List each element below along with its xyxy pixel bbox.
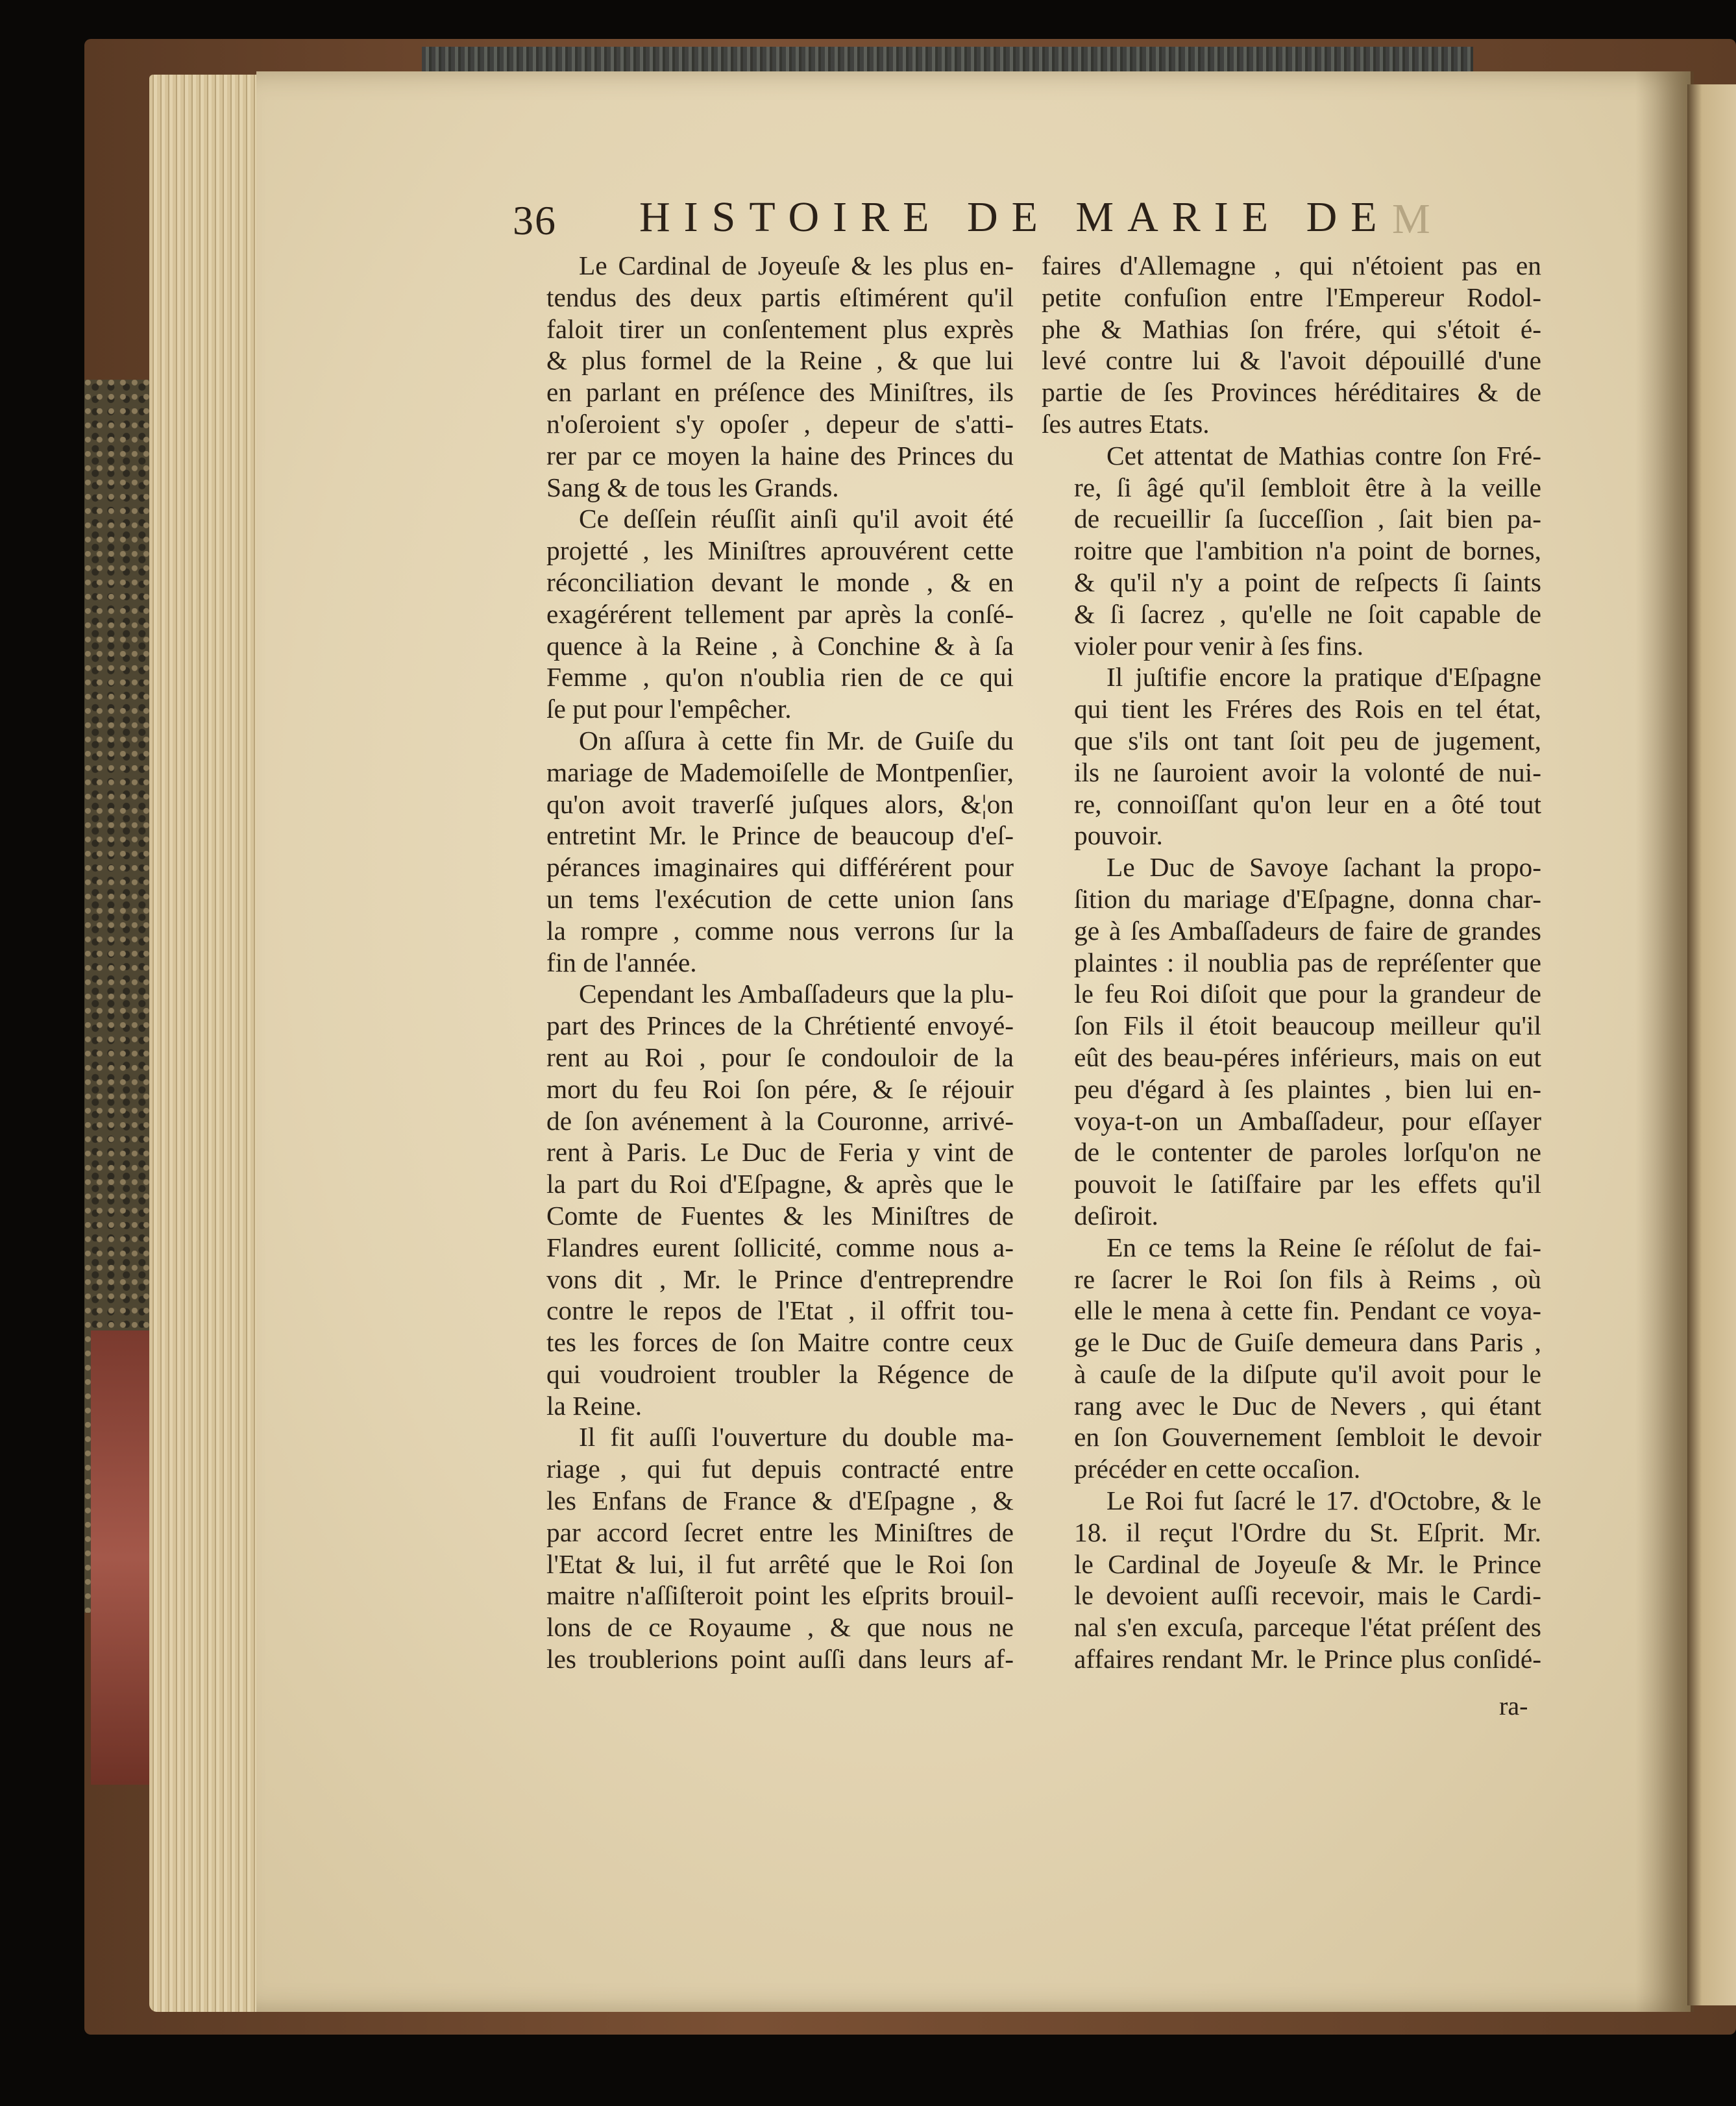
text-line: n'oſeroient s'y opoſer , depeur de s'atti- (546, 408, 1014, 439)
text-line: Le Roi fut ſacré le 17. d'Octobre, & le (1106, 1486, 1541, 1516)
text-line: re, ſi âgé qu'il ſembloit être à la veille (1074, 472, 1541, 502)
text-line: deſiroit. (1074, 1200, 1158, 1231)
text-line: qui voudroient troubler la Régence de (546, 1358, 1014, 1389)
text-line: Comte de Fuentes & les Miniſtres de (546, 1200, 1014, 1231)
text-line: Flandres eurent ſollicité, comme nous a- (546, 1232, 1014, 1262)
paragraph (1042, 851, 1541, 1232)
text-line: pérances imaginaires qui différérent pour (546, 852, 1014, 883)
text-line: pouvoir. (1074, 820, 1163, 851)
text-line: qu'on avoit traverſé juſques alors, &¦on (546, 789, 1014, 819)
text-line: & ſi ſacrez , qu'elle ne ſoit capable de (1074, 598, 1541, 629)
text-line: re, connoiſſant qu'on leur en a ôté tout (1074, 789, 1541, 819)
text-line: pouvoit le ſatiſfaire par les effets qu'il (1074, 1169, 1541, 1199)
text-line: que s'ils ont tant ſoit peu de jugement, (1074, 725, 1541, 755)
text-line: affaires rendant Mr. le Prince plus conſidé- (1074, 1644, 1541, 1674)
text-line: ils ne ſauroient avoir la volonté de nui- (1074, 757, 1541, 787)
text-line: en ſon Gouvernement ſembloit le devoir (1074, 1422, 1541, 1452)
text-line: elle le mena à cette fin. Pendant ce voya- (1074, 1295, 1541, 1326)
text-line: maitre n'aſſiſteroit point les eſprits brouil- (546, 1580, 1014, 1611)
text-line: ſe put pour l'empêcher. (546, 694, 792, 724)
text-line: un tems l'exécution de cette union ſans (546, 883, 1014, 914)
paragraph (514, 503, 1014, 725)
text-line: part des Princes de la Chrétienté envoyé- (546, 1010, 1014, 1041)
text-line: entretint Mr. le Prince de beaucoup d'eſ- (546, 820, 1014, 851)
text-line: quence à la Reine , à Conchine & à ſa (546, 630, 1014, 661)
text-line: riage , qui fut depuis contracté entre (546, 1454, 1014, 1484)
text-line: partie de ſes Provinces héréditaires & de (1042, 377, 1541, 408)
text-line: à cauſe de la diſpute qu'il avoit pour le (1074, 1358, 1541, 1389)
text-line: contre le repos de l'Etat , il offrit tou- (546, 1295, 1014, 1326)
text-line: tendus des deux partis eſtimérent qu'il (546, 282, 1014, 312)
text-line: projetté , les Miniſtres aprouvérent cette (546, 535, 1014, 566)
text-line: Femme , qu'on n'oublia rien de ce qui (546, 662, 1014, 692)
text-line: réconciliation devant le monde , & en (546, 567, 1014, 597)
text-line: Cependant les Ambaſſadeurs que la plu- (579, 979, 1014, 1009)
text-line: levé contre lui & l'avoit dépouillé d'une (1042, 345, 1541, 376)
text-line: faloit tirer un conſentement plus exprès (546, 313, 1014, 344)
paragraph (1042, 1232, 1541, 1485)
text-line: plaintes : il noublia pas de repréſenter que (1074, 947, 1541, 977)
text-line: tes les forces de ſon Maitre contre ceux (546, 1327, 1014, 1358)
page-gutter-shadow (1635, 71, 1694, 2012)
text-line: phe & Mathias ſon frére, qui s'étoit é- (1042, 313, 1541, 344)
paragraph (514, 250, 1014, 503)
paragraph (514, 725, 1014, 978)
text-line: lons de ce Royaume , & que nous ne (546, 1612, 1014, 1643)
running-title: HISTOIRE DE MARIE DE (639, 193, 1391, 241)
text-line: Cet attentat de Mathias contre ſon Fré- (1106, 440, 1541, 471)
text-line: petite confuſion entre l'Empereur Rodol- (1042, 282, 1541, 312)
text-line: rent à Paris. Le Duc de Feria y vint de (546, 1137, 1014, 1168)
text-column-right (1042, 250, 1541, 1675)
text-line: la Reine. (546, 1390, 642, 1421)
text-line: Ce deſſein réuſſit ainſi qu'il avoit été (579, 504, 1014, 534)
facing-page-edge (1687, 84, 1736, 2005)
text-line: re ſacrer le Roi ſon fils à Reims , où (1074, 1264, 1541, 1294)
text-line: En ce tems la Reine ſe réſolut de fai- (1106, 1232, 1541, 1262)
text-line: peu d'égard à ſes plaintes , bien lui en- (1074, 1073, 1541, 1104)
text-line: & qu'il n'y a point de reſpects ſi ſaints (1074, 567, 1541, 597)
text-line: rent au Roi , pour ſe condouloir de la (546, 1042, 1014, 1072)
text-line: ge à ſes Ambaſſadeurs de faire de grandes (1074, 915, 1541, 946)
text-line: Il fit auſſi l'ouverture du double ma- (579, 1422, 1014, 1452)
paragraph (1042, 440, 1541, 662)
page-edges (149, 75, 263, 2012)
text-line: la part du Roi d'Eſpagne, & après que le (546, 1169, 1014, 1199)
text-line: les troublerions point auſſi dans leurs af- (546, 1644, 1014, 1674)
text-line: violer pour venir à ſes fins. (1074, 630, 1363, 661)
paragraph (1042, 250, 1541, 440)
text-line: vons dit , Mr. le Prince d'entreprendre (546, 1264, 1014, 1294)
text-line: faires d'Allemagne , qui n'étoient pas en (1042, 251, 1541, 280)
text-line: nal s'en excuſa, parceque l'état préſent des (1074, 1612, 1541, 1643)
running-title-faded-letter: M (1392, 195, 1430, 243)
text-line: mort du feu Roi ſon pére, & ſe réjouir (546, 1073, 1014, 1104)
page-number: 36 (513, 197, 557, 243)
text-line: le devoient auſſi recevoir, mais le Cardi- (1074, 1580, 1541, 1611)
text-column-left (514, 250, 1014, 1675)
text-line: le feu Roi diſoit que pour la grandeur de (1074, 979, 1541, 1009)
text-line: voya-t-on un Ambaſſadeur, pour eſſayer (1074, 1105, 1541, 1136)
text-line: de recueillir ſa ſucceſſion , ſait bien pa- (1074, 504, 1541, 534)
text-line: précéder en cette occaſion. (1074, 1454, 1361, 1484)
paragraph (514, 1421, 1014, 1674)
text-line: par accord ſecret entre les Miniſtres de (546, 1517, 1014, 1547)
text-line: ge le Duc de Guiſe demeura dans Paris , (1074, 1327, 1541, 1358)
text-line: l'Etat & lui, il fut arrêté que le Roi ſon (546, 1549, 1014, 1579)
text-line: On aſſura à cette fin Mr. de Guiſe du (579, 725, 1014, 755)
text-line: en parlant en préſence des Miniſtres, ils (546, 377, 1014, 408)
text-line: Il juſtifie encore la pratique d'Eſpagne (1106, 662, 1541, 692)
text-line: mariage de Mademoiſelle de Montpenſier, (546, 757, 1014, 787)
text-line: roitre que l'ambition n'a point de bornes, (1074, 535, 1541, 566)
text-line: Le Duc de Savoye ſachant la propo- (1106, 852, 1541, 883)
text-line: ſes autres Etats. (1042, 408, 1210, 439)
paragraph (514, 978, 1014, 1421)
text-line: ſon Fils il étoit beaucoup meilleur qu'il (1074, 1010, 1541, 1041)
text-line: ſition du mariage d'Eſpagne, donna char- (1074, 883, 1541, 914)
catchword: ra- (1499, 1691, 1528, 1720)
text-line: rang avec le Duc de Nevers , qui étant (1074, 1390, 1541, 1421)
text-line: exagérérent tellement par après la conſé- (546, 598, 1014, 629)
text-line: rer par ce moyen la haine des Princes du (546, 440, 1014, 471)
text-line: Sang & de tous les Grands. (546, 472, 839, 502)
text-line: 18. il reçut l'Ordre du St. Eſprit. Mr. (1074, 1517, 1541, 1547)
text-line: le Cardinal de Joyeuſe & Mr. le Prince (1074, 1549, 1541, 1579)
text-line: eût des beau-péres inférieurs, mais on eut (1074, 1042, 1541, 1072)
headband (422, 47, 1473, 74)
text-line: de ſon avénement à la Couronne, arrivé- (546, 1105, 1014, 1136)
text-line: de le contenter de paroles lorſqu'on ne (1074, 1137, 1541, 1168)
paragraph (1042, 1485, 1541, 1675)
text-line: fin de l'année. (546, 947, 697, 977)
text-line: Le Cardinal de Joyeuſe & les plus en- (579, 251, 1014, 280)
text-line: & plus formel de la Reine , & que lui (546, 345, 1014, 376)
text-line: les Enfans de France & d'Eſpagne , & (546, 1486, 1014, 1516)
paragraph (1042, 661, 1541, 851)
text-line: qui tient les Fréres des Rois en tel état, (1074, 694, 1541, 724)
text-line: la rompre , comme nous verrons ſur la (546, 915, 1014, 946)
